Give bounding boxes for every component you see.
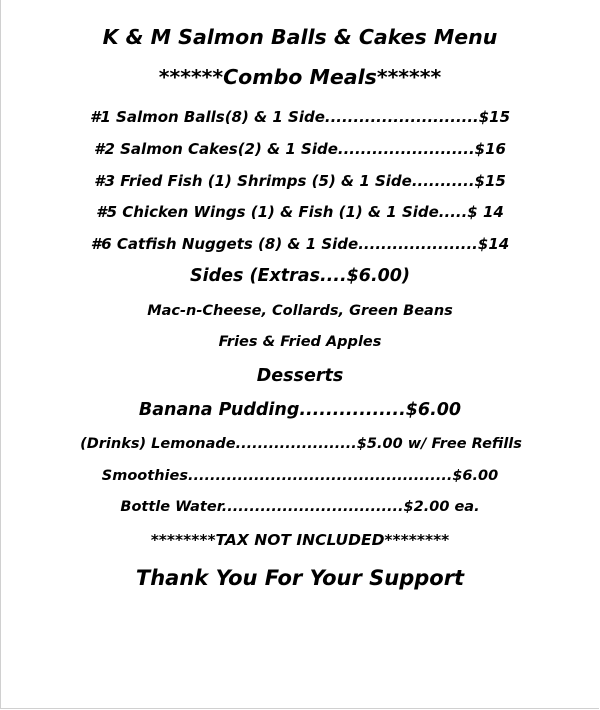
tax-note: ********TAX NOT INCLUDED******** [150, 531, 450, 549]
drink-item: Bottle Water.................................$2.00 ea. [120, 499, 480, 515]
thank-you-message: Thank You For Your Support [135, 566, 465, 590]
combo-meals-heading: ******Combo Meals****** [158, 65, 442, 89]
sides-heading: Sides (Extras....$6.00) [190, 266, 410, 286]
combo-item: #5 Chicken Wings (1) & Fish (1) & 1 Side.....$ 14 [96, 203, 504, 221]
menu-title: K & M Salmon Balls & Cakes Menu [102, 25, 498, 49]
drink-item: Smoothies................................................$6.00 [101, 468, 499, 484]
combo-item: #6 Catfish Nuggets (8) & 1 Side.....................$14 [90, 235, 510, 253]
side-options: Mac-n-Cheese, Collards, Green Beans [147, 303, 453, 319]
combo-item: #3 Fried Fish (1) Shrimps (5) & 1 Side...........$15 [94, 172, 506, 190]
desserts-heading: Desserts [256, 366, 344, 386]
combo-item: #2 Salmon Cakes(2) & 1 Side........................$16 [94, 140, 506, 158]
side-options: Fries & Fried Apples [218, 334, 382, 350]
drink-item: (Drinks) Lemonade......................$5.00 w/ Free Refills [80, 436, 522, 452]
dessert-item: Banana Pudding................$6.00 [138, 400, 462, 420]
combo-item: #1 Salmon Balls(8) & 1 Side...........................$15 [89, 108, 511, 126]
